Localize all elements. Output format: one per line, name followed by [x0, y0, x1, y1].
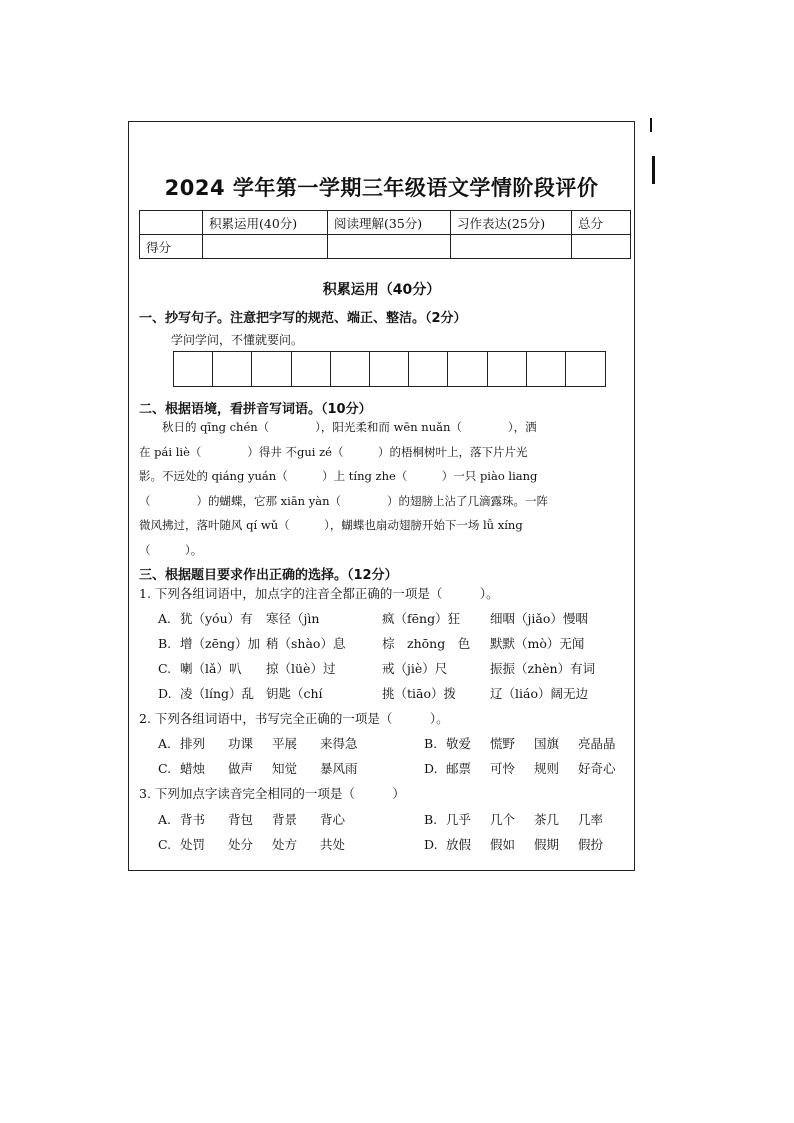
q3-2-option-c[interactable]: C.	[158, 761, 172, 776]
section-heading: 积累运用（40分）	[322, 282, 441, 298]
score-table-score-row	[140, 235, 631, 259]
writing-cell[interactable]	[213, 352, 252, 386]
q3-1-option-c[interactable]: C. 喇（lǎ）叭 掠（lüè）过 戒（jiè）尺 振振（zhèn）有词	[158, 661, 596, 676]
writing-cell[interactable]	[370, 352, 409, 386]
score-header-total: 总分	[572, 211, 631, 235]
score-cell[interactable]	[572, 235, 631, 259]
writing-cell[interactable]	[527, 352, 566, 386]
q3-2-option-a[interactable]: A.	[158, 736, 172, 751]
q2-line: （ ）。	[139, 542, 203, 557]
score-header-reading: 阅读理解(35分)	[328, 211, 451, 235]
q1-writing-grid[interactable]	[173, 351, 606, 387]
q3-1-stem: 1. 下列各组词语中，加点字的注音全都正确的一项是（ ）。	[139, 586, 499, 601]
writing-cell[interactable]	[174, 352, 213, 386]
q3-2-stem: 2. 下列各组词语中，书写完全正确的一项是（ ）。	[139, 711, 449, 726]
q3-1-option-a[interactable]: A. 犹（yóu）有 寒径（jìn 疯（fēng）狂 细咽（jiǎo）慢咽	[158, 611, 588, 626]
exam-sheet	[128, 121, 635, 871]
q2-line: 微风拂过，落叶随风 qí wǔ（ ），蝴蝶也扇动翅膀开始下一场 lǚ xíng	[139, 518, 523, 532]
q2-passage	[139, 415, 633, 562]
q2-heading: 二、根据语境，看拼音写词语。（10分）	[139, 402, 372, 417]
q3-2-option-d[interactable]: D.	[424, 761, 438, 776]
q2-line: 秋日的 qīng chén（ ），阳光柔和而 wēn nuǎn（ ），洒	[139, 420, 537, 434]
q1-heading: 一、抄写句子。注意把字写的规范、端正、整洁。（2分）	[139, 311, 467, 326]
writing-cell[interactable]	[331, 352, 370, 386]
q3-1-option-d[interactable]: D. 凌（líng）乱 钥匙（chí 挑（tiāo）拨 辽（liáo）阔无边	[158, 686, 588, 701]
score-cell[interactable]	[451, 235, 572, 259]
q3-2-options-ab: A. 排列 功课 平展 来得急 B. 敬爱 慌野 国旗 亮晶晶	[158, 736, 616, 751]
q3-3-option-b[interactable]: B.	[424, 812, 438, 827]
scan-edge-mark	[650, 118, 652, 132]
score-row-label: 得分	[140, 235, 203, 259]
score-table	[139, 210, 631, 259]
q3-3-options-ab: A. 背书 背包 背景 背心 B. 几乎 几个 茶几 几率	[158, 812, 604, 827]
writing-cell[interactable]	[252, 352, 291, 386]
q3-3-option-d[interactable]: D.	[424, 837, 438, 852]
exam-title: 2024 学年第一学期三年级语文学情阶段评价	[164, 176, 599, 200]
writing-cell[interactable]	[488, 352, 527, 386]
score-table-header-row	[140, 211, 631, 235]
score-cell[interactable]	[203, 235, 328, 259]
q2-line: 在 pái liè（ ）得井 不gui zé（ ）的梧桐树叶上，落下片片光	[139, 444, 528, 459]
score-header-accumulation: 积累运用(40分)	[203, 211, 328, 235]
writing-cell[interactable]	[448, 352, 487, 386]
q1-source-sentence: 学问学问，不懂就要问。	[171, 333, 304, 347]
writing-cell[interactable]	[566, 352, 605, 386]
score-header-writing: 习作表达(25分)	[451, 211, 572, 235]
q3-2-option-b[interactable]: B.	[424, 736, 438, 751]
score-table-corner	[140, 211, 203, 235]
q3-1-option-b[interactable]: B. 增（zēng）加 稍（shào）息 棕 zhōng 色 默默（mò）无闻	[158, 636, 585, 651]
q3-3-options-cd: C. 处罚 处分 处方 共处 D. 放假 假如 假期 假扮	[158, 837, 604, 852]
q3-3-option-a[interactable]: A.	[158, 812, 172, 827]
q3-heading: 三、根据题目要求作出正确的选择。（12分）	[139, 568, 398, 583]
q2-line: 影。不远处的 qiáng yuán（ ）上 tíng zhe（ ）一只 piào liang	[139, 469, 538, 483]
writing-cell[interactable]	[409, 352, 448, 386]
score-cell[interactable]	[328, 235, 451, 259]
q2-line: （ ）的蝴蝶，它那 xiān yàn（ ）的翅膀上沾了几滴露珠。一阵	[139, 493, 548, 508]
q3-2-options-cd: C. 蜡烛 做声 知觉 暴风雨 D. 邮票 可怜 规则 好奇心	[158, 761, 616, 776]
writing-cell[interactable]	[292, 352, 331, 386]
q3-3-stem: 3. 下列加点字读音完全相同的一项是（ ）	[139, 786, 405, 801]
q3-3-option-c[interactable]: C.	[158, 837, 172, 852]
scan-edge-mark	[652, 156, 655, 184]
